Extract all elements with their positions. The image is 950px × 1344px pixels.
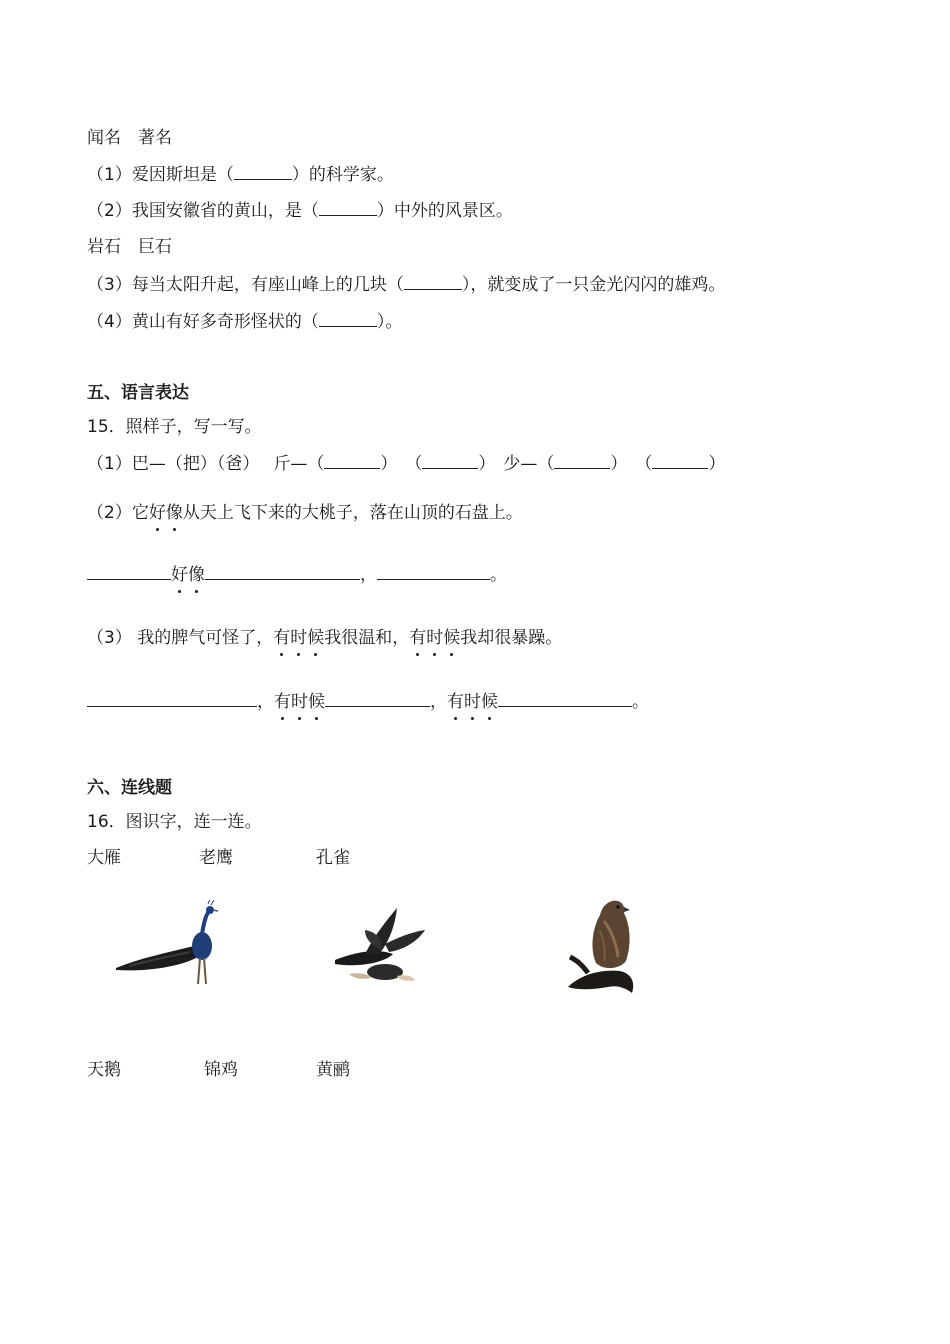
flying-geese-icon[interactable] (325, 902, 435, 992)
word-kongque[interactable]: 孔雀 (316, 848, 350, 868)
question-16-title: 16．图识字，连一连。 (87, 812, 262, 832)
answer-blank[interactable] (325, 690, 430, 707)
answer-blank[interactable] (324, 452, 380, 469)
word-zhuming: 著名 (138, 128, 172, 148)
eagle-icon[interactable] (560, 895, 650, 997)
peacock-icon[interactable] (110, 900, 240, 995)
answer-15-3: ，有时候 ，有时候 。 (87, 690, 649, 713)
word-dayan[interactable]: 大雁 (87, 848, 121, 868)
answer-blank[interactable] (404, 273, 462, 290)
word-yanshi: 岩石 (87, 237, 121, 257)
answer-blank[interactable] (319, 199, 377, 216)
question-15-1: （1）巴—（把）（爸） 斤—（ ） （ ） 少—（ ） （ ） (87, 454, 726, 474)
word-laoying[interactable]: 老鹰 (199, 848, 233, 868)
question-15-3: （3） 我的脾气可怪了，有时候我很温和，有时候我却很暴躁。 (87, 628, 563, 648)
question-4-3: （3）每当太阳升起，有座山峰上的几块（ ），就变成了一只金光闪闪的雄鸡。 (87, 275, 726, 295)
answer-blank[interactable] (205, 563, 360, 580)
answer-blank[interactable] (319, 310, 377, 327)
section-5-heading: 五、语言表达 (87, 383, 189, 403)
answer-blank[interactable] (422, 452, 478, 469)
word-huangli[interactable]: 黄鹂 (316, 1060, 350, 1080)
answer-blank[interactable] (652, 452, 708, 469)
section-6-heading: 六、连线题 (87, 778, 172, 798)
word-pair-1 (87, 127, 172, 149)
question-4-4: （4）黄山有好多奇形怪状的（ ）。 (87, 312, 403, 332)
answer-blank[interactable] (87, 563, 171, 580)
question-4-2: （2）我国安徽省的黄山，是（ ）中外的风景区。 (87, 201, 513, 221)
answer-blank[interactable] (234, 163, 292, 180)
answer-blank[interactable] (554, 452, 610, 469)
question-15-2: （2）它好像从天上飞下来的大桃子，落在山顶的石盘上。 (87, 503, 523, 523)
question-15-title: 15．照样子，写一写。 (87, 417, 262, 437)
answer-blank[interactable] (87, 690, 257, 707)
answer-blank[interactable] (377, 563, 490, 580)
word-jinji[interactable]: 锦鸡 (204, 1060, 238, 1080)
word-wenming: 闻名 (87, 128, 121, 148)
word-tiane[interactable]: 天鹅 (87, 1060, 121, 1080)
answer-blank[interactable] (498, 690, 632, 707)
question-4-1: （1）爱因斯坦是（ ）的科学家。 (87, 165, 394, 185)
answer-15-2: 好像 ， 。 (87, 563, 507, 586)
word-jushi: 巨石 (138, 237, 172, 257)
word-pair-2 (87, 236, 172, 258)
